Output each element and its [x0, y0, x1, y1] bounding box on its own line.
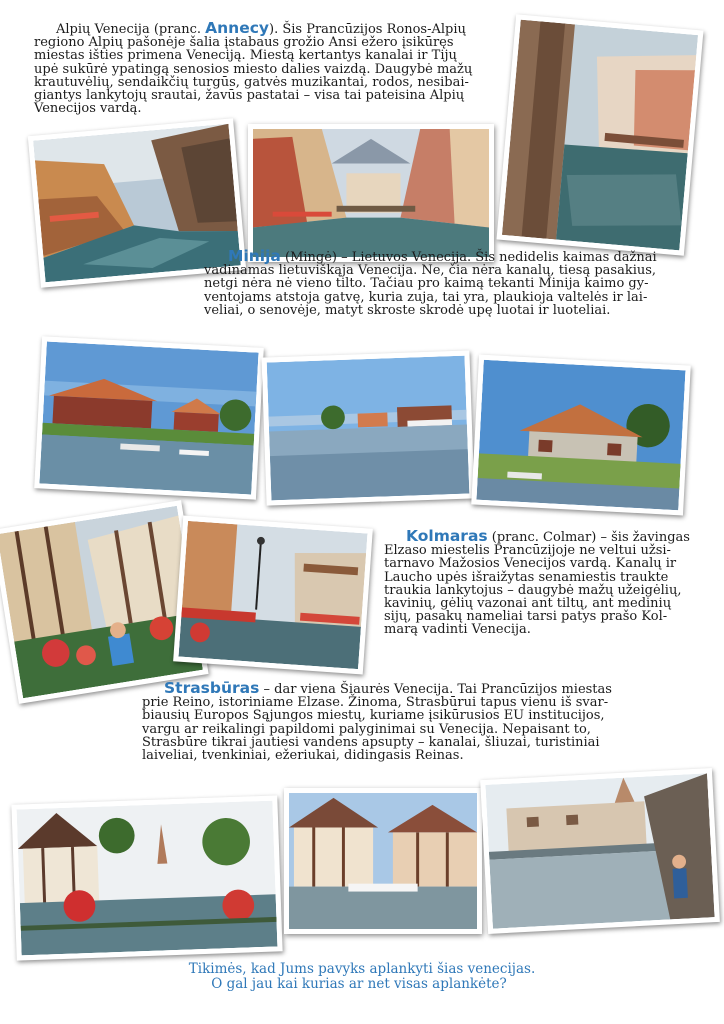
strasburas-line: Strasbūre tikrai jautiesi vandens apsupty – kanalai, šliuzai, turistiniai [142, 734, 600, 750]
minija-photo-center [261, 350, 474, 505]
strasburas-photo-right [480, 768, 720, 934]
strasburas-line: laiveliai, tvenkiniai, ežeriukai, didingasis Reinas. [142, 748, 464, 764]
annecy-photo-canal-center [248, 124, 494, 262]
kolmaras-line: Elzaso miestelis Prancūzijoje ne veltui užsi- [384, 543, 671, 559]
minija-heading: Minija [228, 247, 281, 265]
minija-paragraph [204, 247, 690, 318]
strasburas-line: vargu ar reikalingi papildomi palyginimai su Venecija. Nepaisant to, [142, 721, 591, 737]
kolmaras-line: traukia lankytojus – daugybė mažų užeigėlių, [384, 582, 682, 598]
kolmaras-line: tarnavo Mažosios Venecijos vardą. Kanalų ir [384, 556, 677, 572]
strasburas-photo-center [284, 788, 482, 934]
annecy-line: regiono Alpių pašonėje šalia įstabaus grožio Ansi ežero įsikūręs [34, 35, 454, 51]
annecy-line: upė sukūrė ypatingą senosios miesto dalies vaizdą. Daugybė mažų [34, 61, 473, 77]
strasburas-paragraph [142, 679, 636, 764]
kolmaras-photo-right [173, 516, 373, 675]
kolmaras-line: kavinių, gėlių vazonai ant tiltų, ant medinių [384, 596, 672, 612]
minija-after: (Mingė) – Lietuvos Venecija. Šis nedidelis kaimas dažnai [280, 250, 657, 265]
minija-line: veliai, o senovėje, matyt skroste skrodė upę luotai ir luoteliai. [204, 302, 611, 318]
strasburas-heading: Strasbūras [164, 679, 260, 697]
annecy-paragraph [34, 19, 504, 117]
minija-photo-right [471, 355, 691, 516]
annecy-line: Venecijos vardą. [34, 101, 142, 117]
strasburas-line: biausių Europos Sąjungos miestų, kuriame įsikūrusios EU institucijos, [142, 708, 605, 724]
minija-photo-left [34, 336, 264, 499]
kolmaras-line: Laucho upės išraižytas senamiestis traukte [384, 569, 669, 585]
annecy-after: ). Šis Prancūzijos Ronos-Alpių [269, 22, 466, 37]
annecy-first-line [34, 19, 504, 37]
strasburas-line: prie Reino, istoriniame Elzase. Žinoma, Strasbūrui tapus vienu iš svar- [142, 695, 609, 711]
kolmaras-heading: Kolmaras [406, 527, 488, 545]
kolmaras-first-line [384, 527, 692, 545]
closing-line-1: Tikimės, kad Jums pavyks aplankyti šias venecijas. [188, 961, 536, 977]
annecy-line: giantys lankytojų srautai, žavūs pastatai – visa tai pateisina Alpių [34, 88, 465, 104]
annecy-line: krautuvėlių, sendaikčių turgūs, gatvės muzikantai, rodos, nesibai- [34, 74, 469, 90]
annecy-line: miestas išties primena Veneciją. Miestą kertantys kanalai ir Tijų [34, 48, 457, 64]
strasburas-photo-left [11, 795, 282, 960]
strasburas-after: – dar viena Šiaurės Venecija. Tai Prancūzijos miestas [259, 682, 612, 697]
kolmaras-after: (pranc. Colmar) – šis žavingas [487, 530, 690, 545]
kolmaras-line: sijų, pasakų nameliai tarsi patys prašo Kol- [384, 609, 668, 625]
kolmaras-paragraph [384, 527, 692, 638]
minija-line: netgi nėra nė vieno tilto. Tačiau pro kaimą tekanti Minija kaimo gy- [204, 276, 649, 292]
annecy-lead: Alpių Venecija (pranc. [56, 22, 206, 37]
annecy-photo-canal-right [497, 14, 704, 256]
closing-text [0, 962, 724, 992]
minija-line: vadinamas lietuviškąja Venecija. Ne, čia nėra kanalų, tiesą pasakius, [204, 263, 657, 279]
annecy-heading: Annecy [205, 19, 269, 37]
kolmaras-line: marą vadinti Venecija. [384, 622, 531, 638]
minija-line: ventojams atstoja gatvę, kuria zuja, tai yra, plaukioja valtelės ir lai- [204, 289, 648, 305]
closing-line-2: O gal jau kai kurias ar net visas aplankėte? [211, 976, 507, 992]
minija-first-line [204, 247, 690, 265]
